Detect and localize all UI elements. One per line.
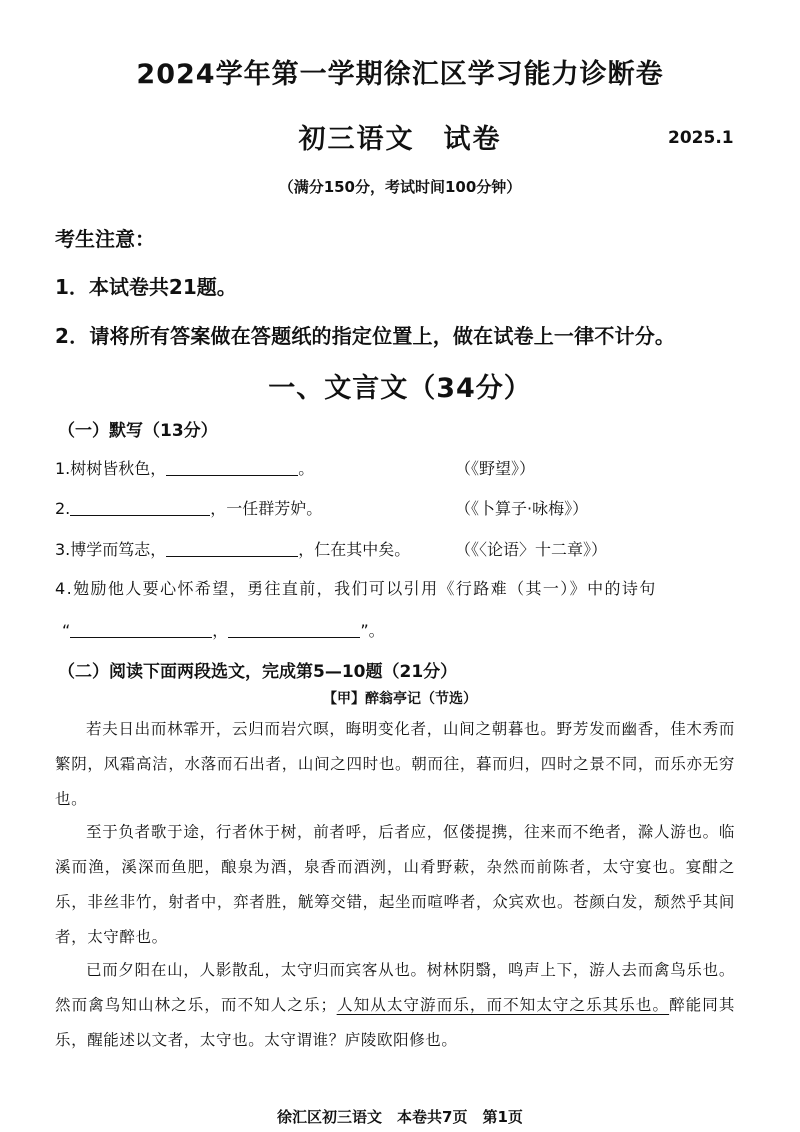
paragraph-3-part-a: 已而夕阳在山，人影散乱，太守归而宾客从也。树林阴翳，鸣声上下，游人去而禽鸟乐也。然而禽鸟知山林之乐，而不知人之乐； xyxy=(55,961,735,1014)
paragraph-3-part-b: 醉能同其乐，醒能述以文者，太守也。太守谓谁？庐陵欧阳修也。 xyxy=(55,996,735,1049)
notice-item-1: 1．本试卷共21题。 xyxy=(55,275,237,299)
close-quote: ”。 xyxy=(360,621,385,640)
question-2-tail: ，一任群芳妒。 xyxy=(210,499,323,518)
passage-paragraph-3 xyxy=(55,953,735,1058)
notice-item-2: 2．请将所有答案做在答题纸的指定位置上，做在试卷上一律不计分。 xyxy=(55,324,676,348)
answer-blank-2 xyxy=(70,499,210,516)
comma: ， xyxy=(212,621,229,640)
answer-blank-4b xyxy=(228,621,360,638)
answer-blank-1 xyxy=(166,459,298,476)
exam-subject: 初三语文 试卷 xyxy=(298,124,502,155)
section-title: 一、文言文（34分） xyxy=(268,373,532,404)
question-3 xyxy=(55,537,410,560)
part1-title: （一）默写（13分） xyxy=(58,421,218,441)
answer-blank-4a xyxy=(70,621,212,638)
passage-paragraph-1: 若夫日出而林霏开，云归而岩穴暝，晦明变化者，山间之朝暮也。野芳发而幽香，佳木秀而繁阴，风霜高洁，水落而石出者，山间之四时也。朝而往，暮而归，四时之景不同，而乐亦无穷也。 xyxy=(55,720,735,808)
question-4-answer-line xyxy=(62,618,385,641)
exam-date: 2025.1 xyxy=(668,128,734,148)
question-1-source: （《野望》） xyxy=(455,459,536,478)
question-2-source: （《卜算子·咏梅》） xyxy=(455,499,589,518)
question-4-text: 4.勉励他人要心怀希望，勇往直前，我们可以引用《行路难（其一）》中的诗句 xyxy=(55,579,657,598)
notice-heading: 考生注意： xyxy=(55,227,155,251)
page-footer: 徐汇区初三语文 本卷共7页 第1页 xyxy=(277,1108,523,1126)
question-3-tail: ，仁在其中矣。 xyxy=(298,540,411,559)
exam-meta: （满分150分，考试时间100分钟） xyxy=(278,178,522,196)
question-1 xyxy=(55,456,314,479)
question-1-text: 1.树树皆秋色， xyxy=(55,459,167,478)
question-2-text: 2. xyxy=(55,499,71,518)
question-1-tail: 。 xyxy=(298,459,315,478)
answer-blank-3 xyxy=(166,540,298,557)
open-quote: “ xyxy=(62,621,71,640)
question-3-text: 3.博学而笃志， xyxy=(55,540,167,559)
question-3-source: （《〈论语〉十二章》） xyxy=(455,540,608,559)
underlined-sentence: 人知从太守游而乐，而不知太守之乐其乐也。 xyxy=(336,996,670,1014)
passage-paragraph-2: 至于负者歌于途，行者休于树，前者呼，后者应，伛偻提携，往来而不绝者，滁人游也。临溪而渔，溪深而鱼肥，酿泉为酒，泉香而酒洌，山肴野蔌，杂然而前陈者，太守宴也。宴酣之乐，非丝非竹，射者中，弈者胜，觥筹交错，起坐而喧哗者，众宾欢也。苍颜白发，颓然乎其间者，太守醉也。 xyxy=(55,823,735,946)
passage-title: 【甲】醉翁亭记（节选） xyxy=(323,691,477,707)
question-2 xyxy=(55,496,322,519)
part2-title: （二）阅读下面两段选文，完成第5—10题（21分） xyxy=(58,662,458,682)
exam-title: 2024学年第一学期徐汇区学习能力诊断卷 xyxy=(136,59,664,90)
